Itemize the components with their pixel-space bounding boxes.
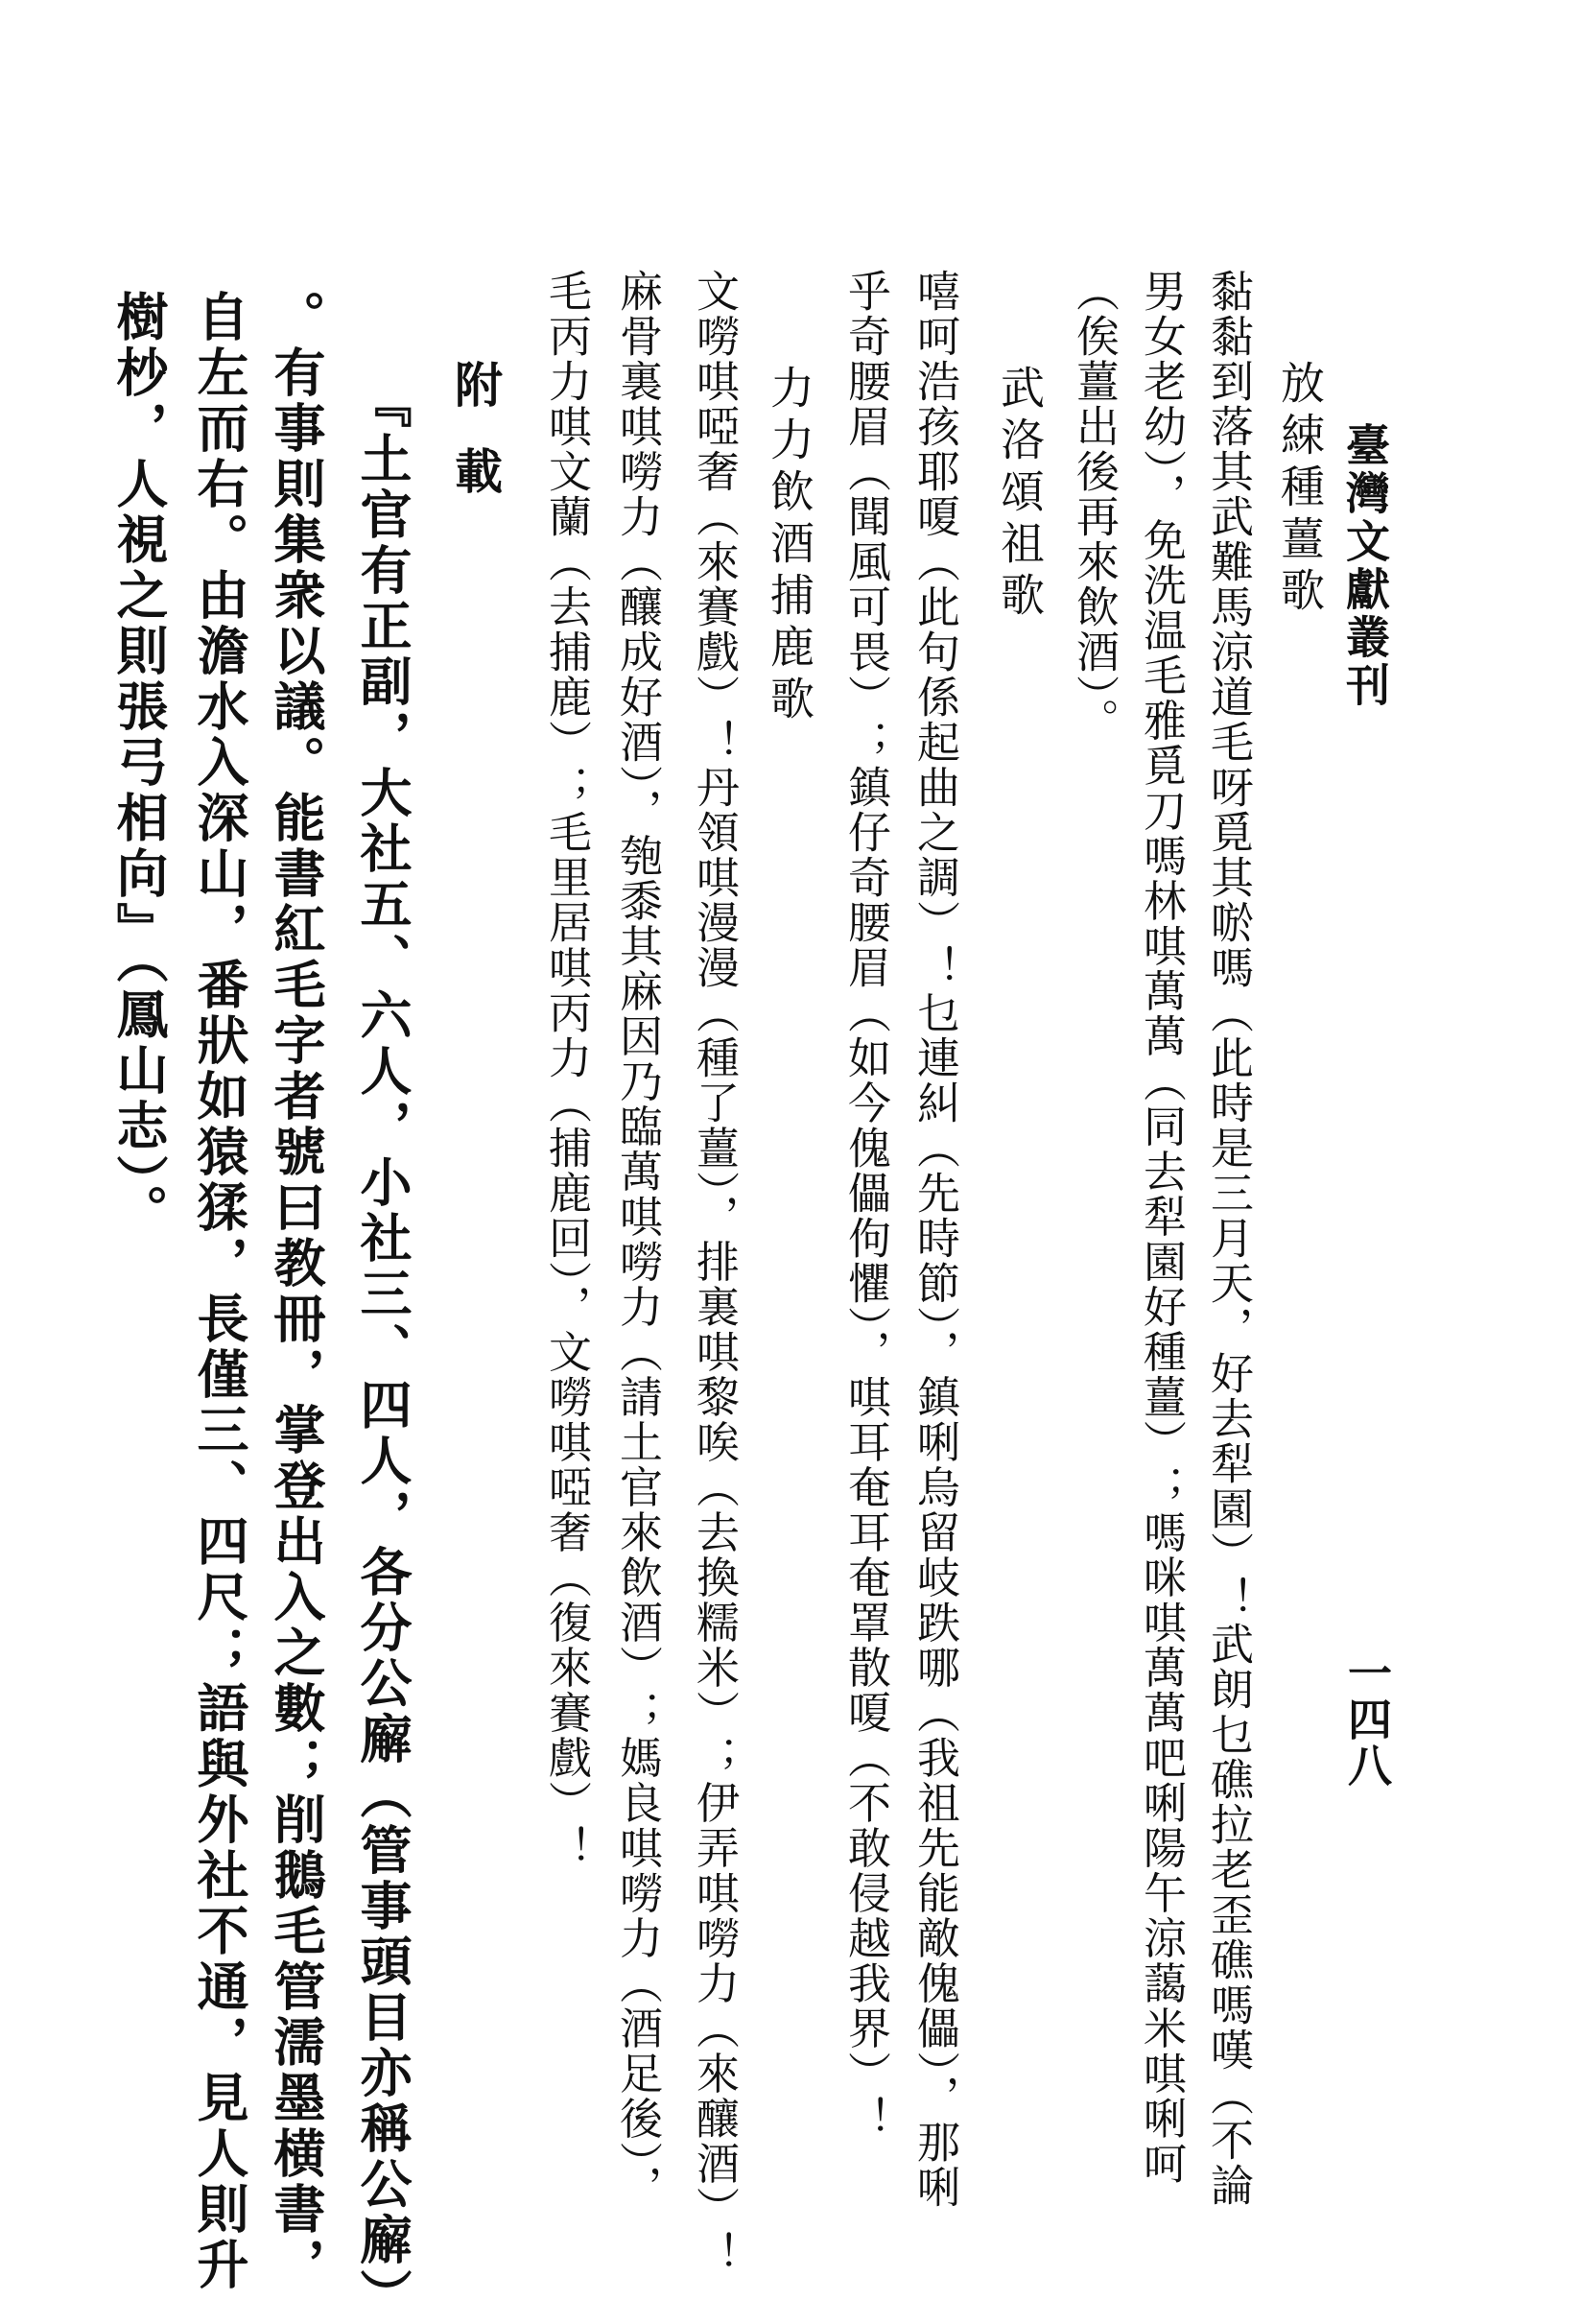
song-3-line-2: 麻骨裏唭嘮力（釀成好酒），匏黍其麻因乃臨萬唭嘮力（請土官來飲酒）；媽良唭嘮力（酒足後）， [612, 269, 663, 2210]
appendix-line-3: 自左而右。由澹水入深山，番狀如猿猱，長僅三、四尺；語與外社不通，見人則升 [189, 290, 250, 2293]
appendix-title: 附載 [447, 360, 504, 533]
song-1-line-2: 男女老幼），免洗温毛雅覓刀嗎林唭萬萬（同去犁園好種薑）；嗎咪唭萬萬吧唎陽午涼藹米唭唎呵 [1136, 269, 1187, 2187]
appendix-line-2: 。有事則集衆以議。能書紅毛字者號曰教冊，掌登出入之數；削鵝毛管濡墨横書， [266, 290, 327, 2293]
song-3-line-1: 文嘮唭啞奢（來賽戲）！丹領唭漫漫（種了薑），排裏唭黎唉（去換糯米）；伊弄唭嘮力（來釀酒）！ [689, 269, 740, 2277]
running-title: 臺灣文獻叢刊 [1339, 422, 1391, 710]
song-2-line-1: 嘻呵浩孩耶嗄（此句係起曲之調）！乜連糾（先時節），鎮唎烏留岐跌哪（我祖先能敵傀儡），那唎 [909, 269, 960, 2210]
page-number: 一四八 [1341, 1650, 1393, 1789]
song-3-line-3: 毛丙力唭文蘭（去捕鹿）；毛里居唭丙力（捕鹿回），文嘮唭啞奢（復來賽戲）！ [541, 269, 592, 1871]
song-title-2: 武洛頌祖歌 [994, 365, 1046, 624]
appendix-line-4: 樹杪，人視之則張弓相向』（鳳山志）。 [108, 290, 170, 1240]
song-2-line-2: 乎奇腰眉（聞風可畏）；鎮仔奇腰眉（如今傀儡佝懼），唭耳奄耳奄罩散嗄（不敢侵越我界）！ [840, 269, 891, 2142]
song-1-line-3: （俟薑出後再來飲酒）。 [1069, 269, 1120, 744]
song-1-line-1: 黏黏到落其武難馬涼道毛呀覓其唹嗎（此時是三月天，好去犁園）！武朗乜礁拉老歪礁嗎嘆（不論 [1203, 269, 1254, 2208]
appendix-line-1: 『土官有正副，大社五、六人，小社三、四人，各分公廨（管事頭目亦稱公廨） [352, 376, 413, 2324]
song-title-3: 力力飲酒捕鹿歌 [764, 365, 815, 727]
song-title-1: 放綀種薑歌 [1274, 360, 1326, 619]
